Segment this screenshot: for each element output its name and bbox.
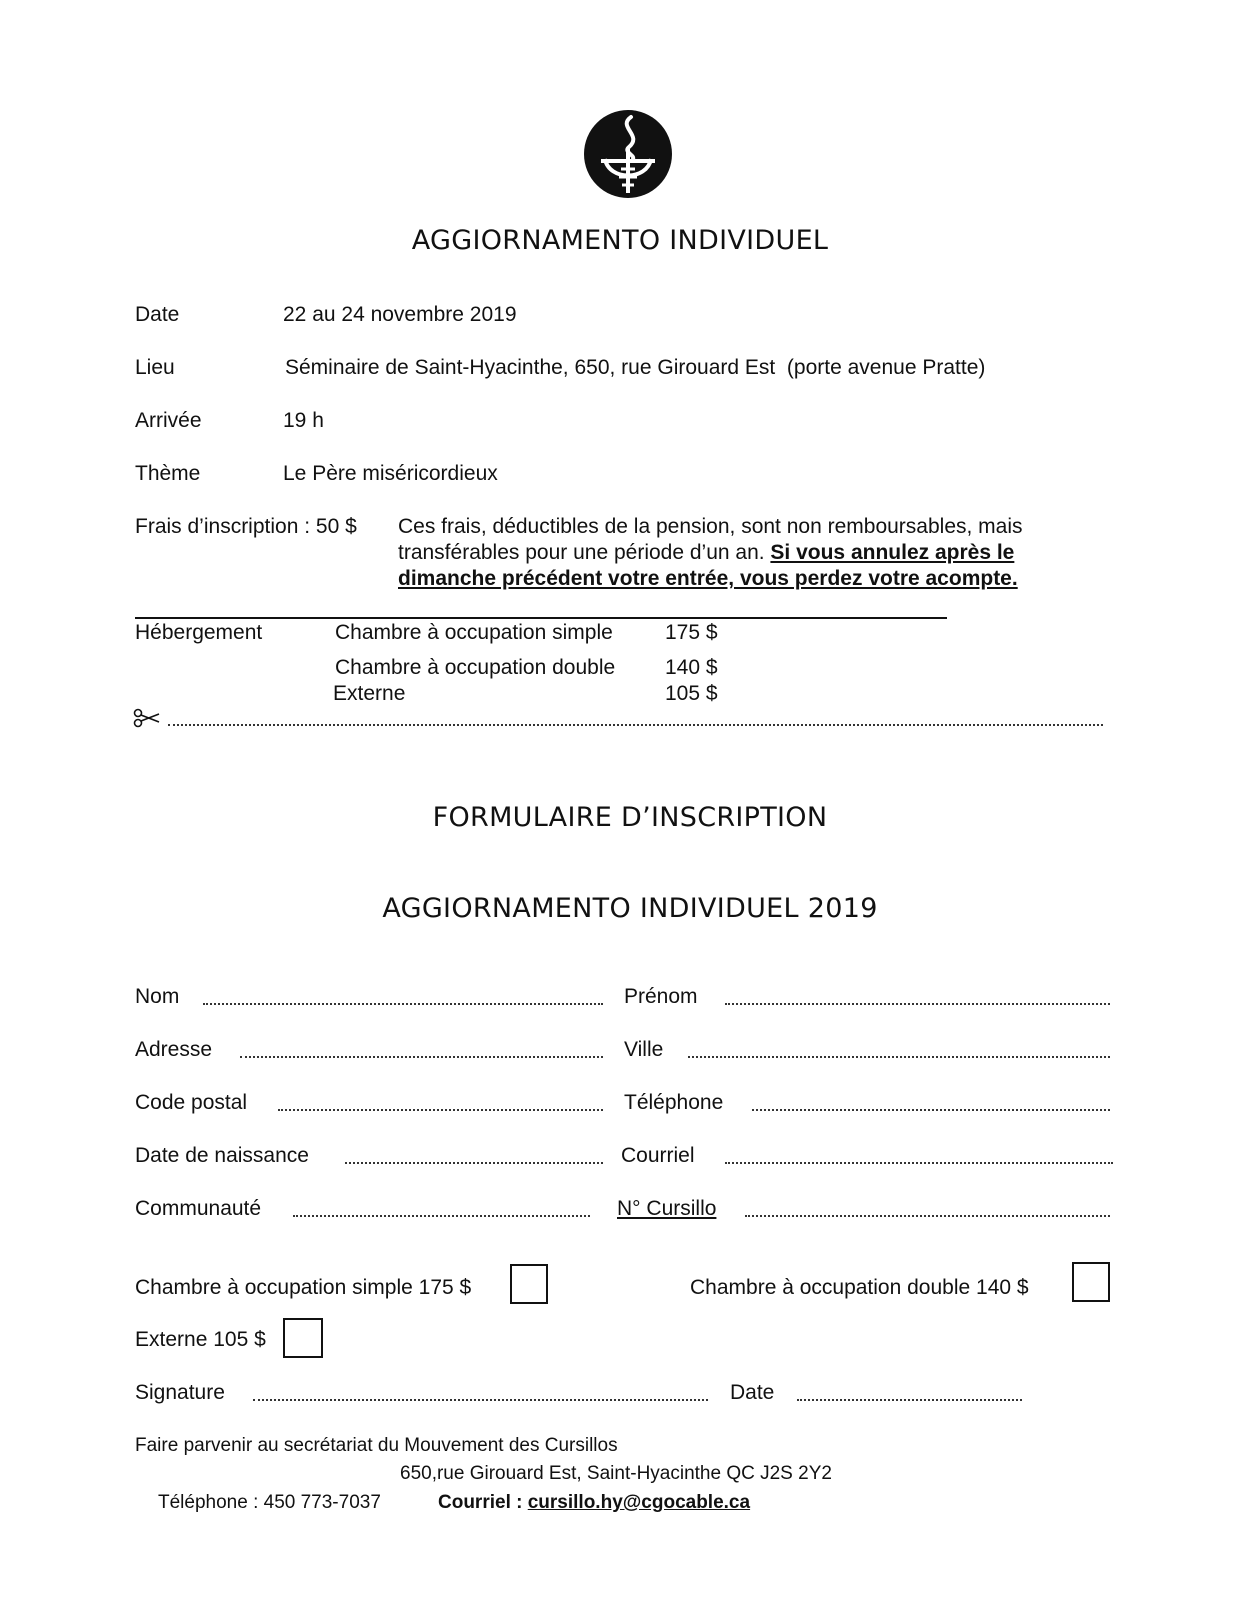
date-naissance-field[interactable] xyxy=(345,1162,603,1164)
hebergement-price-double: 140 $ xyxy=(665,656,718,679)
communaute-field[interactable] xyxy=(293,1215,590,1217)
lieu-value: Séminaire de Saint-Hyacinthe, 650, rue Girouard Est (porte avenue Pratte) xyxy=(285,356,986,379)
checkbox-simple-label: Chambre à occupation simple 175 $ xyxy=(135,1276,472,1299)
hebergement-option-double: Chambre à occupation double xyxy=(335,656,616,679)
form-title: FORMULAIRE D’INSCRIPTION xyxy=(432,802,828,833)
date-value: 22 au 24 novembre 2019 xyxy=(283,303,517,326)
adresse-field[interactable] xyxy=(240,1056,603,1058)
section-divider xyxy=(135,617,947,619)
frais-warning-start: Si vous annulez après le xyxy=(770,541,1015,564)
footer-email-link[interactable]: cursillo.hy@cgocable.ca xyxy=(527,1492,751,1513)
checkbox-double-label: Chambre à occupation double 140 $ xyxy=(690,1276,1029,1299)
nom-label: Nom xyxy=(135,985,180,1008)
footer-phone: Téléphone : 450 773-7037 xyxy=(158,1492,381,1513)
frais-warning-end: dimanche précédent votre entrée, vous perdez votre acompte. xyxy=(398,567,1018,590)
hebergement-option-simple: Chambre à occupation simple xyxy=(335,621,613,644)
hebergement-label: Hébergement xyxy=(135,621,263,644)
courriel-field[interactable] xyxy=(725,1162,1113,1164)
arrivee-label: Arrivée xyxy=(135,409,202,432)
code-postal-field[interactable] xyxy=(278,1109,603,1111)
no-cursillo-field[interactable] xyxy=(745,1215,1110,1217)
footer-email xyxy=(438,1492,750,1514)
code-postal-label: Code postal xyxy=(135,1091,248,1114)
footer-email-label: Courriel : xyxy=(438,1492,528,1513)
prenom-field[interactable] xyxy=(725,1003,1110,1005)
hebergement-price-externe: 105 $ xyxy=(665,682,718,705)
courriel-label: Courriel xyxy=(621,1144,695,1167)
ville-field[interactable] xyxy=(688,1056,1110,1058)
no-cursillo-label: N° Cursillo xyxy=(617,1197,717,1220)
arrivee-value: 19 h xyxy=(283,409,324,432)
scissors-icon xyxy=(133,708,161,728)
signature-field[interactable] xyxy=(253,1399,708,1401)
signature-date-label: Date xyxy=(730,1381,775,1404)
telephone-label: Téléphone xyxy=(624,1091,724,1114)
lieu-label: Lieu xyxy=(135,356,175,379)
cursillo-logo xyxy=(583,109,673,199)
cut-line xyxy=(168,724,1103,726)
checkbox-simple[interactable] xyxy=(510,1264,548,1304)
telephone-field[interactable] xyxy=(752,1109,1110,1111)
theme-value: Le Père miséricordieux xyxy=(283,462,498,485)
page-title: AGGIORNAMENTO INDIVIDUEL xyxy=(411,225,829,256)
frais-label: Frais d’inscription : 50 $ xyxy=(135,515,357,538)
nom-field[interactable] xyxy=(203,1003,603,1005)
ville-label: Ville xyxy=(624,1038,664,1061)
hebergement-price-simple: 175 $ xyxy=(665,621,718,644)
footer-send-to: Faire parvenir au secrétariat du Mouvement des Cursillos xyxy=(135,1435,618,1456)
frais-line2 xyxy=(398,541,1014,565)
date-label: Date xyxy=(135,303,180,326)
adresse-label: Adresse xyxy=(135,1038,213,1061)
frais-line2-plain: transférables pour une période d’un an. xyxy=(398,541,771,564)
checkbox-externe[interactable] xyxy=(283,1318,323,1358)
signature-date-field[interactable] xyxy=(797,1399,1022,1401)
date-naissance-label: Date de naissance xyxy=(135,1144,309,1167)
form-subtitle: AGGIORNAMENTO INDIVIDUEL 2019 xyxy=(382,893,878,924)
checkbox-externe-label: Externe 105 $ xyxy=(135,1328,266,1351)
footer-address: 650,rue Girouard Est, Saint-Hyacinthe QC J2S 2Y2 xyxy=(400,1463,832,1484)
frais-line1: Ces frais, déductibles de la pension, sont non remboursables, mais xyxy=(398,515,1023,538)
hebergement-option-externe: Externe xyxy=(333,682,406,705)
theme-label: Thème xyxy=(135,462,201,485)
communaute-label: Communauté xyxy=(135,1197,262,1220)
signature-label: Signature xyxy=(135,1381,225,1404)
prenom-label: Prénom xyxy=(624,985,698,1008)
checkbox-double[interactable] xyxy=(1072,1262,1110,1302)
